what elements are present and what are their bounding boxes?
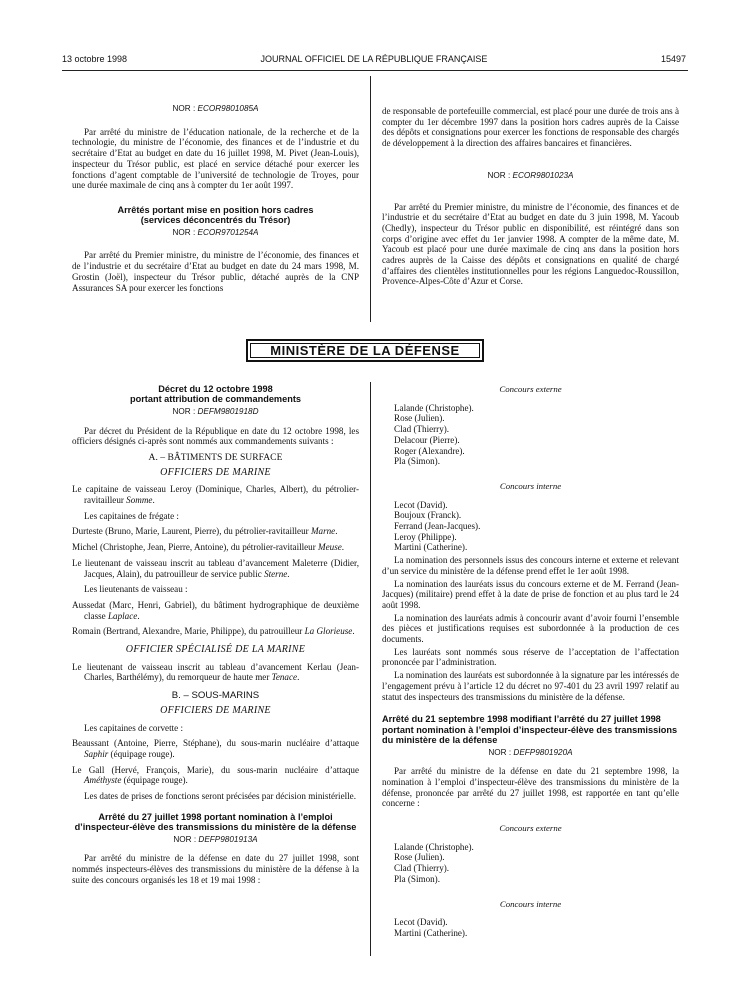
list-item: Leroy (Philippe).	[394, 531, 457, 542]
paragraph: Par arrêté du Premier ministre, du ministre de l’économie, des finances et de l’industrie et du secrétaire d’Etat au budget en date du 3 juin 1998, M. Yacoub (Chedly), inspecteur du Trésor public en disponibilité, est réintégré dans son corps d’origine avec effet du 1er janvier 1998. A compter de la même date, M. Yacoub est placé pour une durée maximale de cinq ans dans la position hors cadres auprès de la Caisse des dépôts et consignations en qualité de chargé d’affaires des clientèles institutionnelles pour les régions Languedoc-Roussillon, Provence-Alpes-Côte d’Azur et Corse.	[382, 201, 679, 287]
paragraph: de responsable de portefeuille commercial, est placé pour une durée de trois ans à compter du 1er décembre 1997 dans la position hors cadres auprès de la Caisse des dépôts et consignations pour exercer les fonctions de responsable des chargés de développement à la direction des affaires bancaires et financières.	[382, 106, 679, 149]
nor-reference: NOR : ECOR9701254A	[172, 227, 259, 237]
paragraph: Les lauréats sont nommés sous réserve de l’acceptation de l’affectation prononcée par l’administration.	[382, 646, 679, 668]
names-list	[382, 842, 679, 885]
paragraph: Le Gall (Hervé, François, Marie), du sous-marin nucléaire d’attaque Améthyste (équipage rouge).	[72, 764, 359, 786]
ministry-title: MINISTÈRE DE LA DÉFENSE	[270, 343, 460, 358]
bottom-left-column	[72, 384, 359, 890]
concours-externe-heading: Concours externe	[499, 823, 562, 834]
paragraph: La nomination des lauréats issus du concours externe et de M. Ferrand (Jean-Jacques) (militaire) prend effet à la date de prise de fonction et au plus tard le 24 août 1998.	[382, 578, 679, 610]
nor-reference: NOR : DEFM9801918D	[172, 406, 259, 416]
paragraph: Les capitaines de corvette :	[84, 722, 183, 733]
paragraph: La nomination des lauréats est subordonnée à la signature par les intéressés de l’engagement prévu à l’article 12 du décret no 97-401 du 23 avril 1997 relatif au statut des inspecteurs des transmissions du ministère de la défense.	[382, 670, 679, 702]
list-item: Boujoux (Franck).	[394, 510, 462, 521]
decree-title: Décret du 12 octobre 1998 portant attribution de commandements	[129, 384, 301, 405]
concours-interne-heading: Concours interne	[499, 480, 562, 491]
paragraph: Michel (Christophe, Jean, Pierre, Antoine), du pétrolier-ravitailleur Meuse.	[72, 542, 345, 553]
section-title: Arrêtés portant mise en position hors cadres (services déconcentrés du Trésor)	[117, 204, 314, 226]
list-item: Pla (Simon).	[394, 456, 440, 467]
list-item: Rose (Julien).	[394, 413, 445, 424]
specialist-officer-heading: OFFICIER SPÉCIALISÉ DE LA MARINE	[125, 644, 306, 656]
concours-externe-heading: Concours externe	[499, 384, 562, 394]
paragraph: Le lieutenant de vaisseau inscrit au tableau d’avancement Kerlau (Jean-Charles, Barthélémy), du remorqueur de haute mer Tenace.	[72, 661, 359, 683]
nor-reference: NOR : DEFP9801920A	[488, 747, 573, 757]
names-list	[382, 403, 679, 467]
paragraph: Par décret du Président de la République en date du 12 octobre 1998, les officiers désignés ci-après sont nommés aux commandements suivants :	[72, 425, 359, 447]
names-list	[382, 500, 679, 554]
paragraph: Par arrêté du ministre de la défense en date du 21 septembre 1998, la nomination à l’emploi d’inspecteur-élève des transmissions du ministère de la défense, prononcée par arrêté du 27 juillet 1998, est rapportée en tant qu’elle concerne :	[382, 766, 679, 809]
section-b-heading: B. – SOUS-MARINS	[171, 690, 260, 702]
list-item: Clad (Thierry).	[394, 424, 450, 435]
nor-reference: NOR : ECOR9801085A	[172, 104, 259, 113]
header-date: 13 octobre 1998	[62, 54, 128, 64]
list-item: Martini (Catherine).	[394, 927, 468, 938]
list-item: Martini (Catherine).	[394, 542, 468, 553]
officers-heading: OFFICIERS DE MARINE	[160, 704, 271, 716]
paragraph: Beaussant (Antoine, Pierre, Stéphane), du sous-marin nucléaire d’attaque Saphir (équipage rouge).	[72, 738, 359, 759]
arrete-title: Arrêté du 27 juillet 1998 portant nomination à l’emploi d’inspecteur-élève des transmissions du ministère de la défense	[74, 811, 357, 833]
paragraph: Les lieutenants de vaisseau :	[84, 584, 188, 595]
list-item: Clad (Thierry).	[394, 863, 450, 874]
paragraph: Durteste (Bruno, Marie, Laurent, Pierre), du pétrolier-ravitailleur Marne.	[72, 526, 338, 537]
paragraph: Par arrêté du Premier ministre, du ministre de l’économie, des finances et de l’industrie et du secrétaire d’Etat au budget en date du 24 mars 1998, M. Grostin (Joël), inspecteur du Trésor public, détaché auprès de la CNP Assurances SA pour exercer les fonctions	[72, 250, 359, 293]
list-item: Lalande (Christophe).	[394, 841, 474, 852]
nor-reference: NOR : DEFP9801913A	[173, 834, 258, 844]
top-left-column	[72, 104, 359, 298]
paragraph: Le capitaine de vaisseau Leroy (Dominique, Charles, Albert), du pétrolier-ravitailleur Somme.	[72, 484, 359, 506]
arrete-title: Arrêté du 21 septembre 1998 modifiant l’arrêté du 27 juillet 1998 portant nomination à l’emploi d’inspecteur-élève des transmissions du ministère de la défense	[382, 714, 678, 746]
paragraph: Les dates de prises de fonctions seront précisées par décision ministérielle.	[84, 791, 356, 802]
list-item: Ferrand (Jean-Jacques).	[394, 521, 481, 532]
officers-heading: OFFICIERS DE MARINE	[160, 466, 271, 478]
list-item: Lalande (Christophe).	[394, 402, 474, 413]
list-item: Delacour (Pierre).	[394, 434, 460, 445]
list-item: Lecot (David).	[394, 917, 448, 928]
paragraph: Les capitaines de frégate :	[84, 510, 179, 521]
section-a-heading: A. – BÂTIMENTS DE SURFACE	[148, 451, 283, 463]
concours-interne-heading: Concours interne	[499, 898, 562, 909]
paragraph: La nomination des lauréats admis à concourir avant d’avoir fourni l’ensemble des pièces et justifications requises est subordonnée à la production de ces documents.	[382, 612, 679, 645]
paragraph: Par arrêté du ministre de la défense en date du 27 juillet 1998, sont nommés inspecteurs-élèves des transmissions du ministère de la défense à la suite des concours organisés les 18 et 19 mai 1998 :	[72, 853, 359, 885]
header-journal-title: JOURNAL OFFICIEL DE LA RÉPUBLIQUE FRANÇAISE	[260, 54, 488, 64]
list-item: Pla (Simon).	[394, 873, 440, 884]
bottom-right-column	[382, 384, 679, 953]
paragraph: Par arrêté du ministre de l’éducation nationale, de la recherche et de la technologie, du ministre de l’économie, des finances et de l’industrie et du secrétaire d’Etat au budget en date du 16 juillet 1998, M. Pivet (Jean-Louis), inspecteur du Trésor public, est placé en service détaché pour exercer les fonctions d’agent comptable de l’université de technologie de Troyes, pour une durée maximale de cinq ans à compter du 1er août 1997.	[72, 126, 359, 191]
names-list	[382, 917, 679, 938]
paragraph: Le lieutenant de vaisseau inscrit au tableau d’avancement Maleterre (Didier, Jacques, Alain), du patrouilleur de service public Sterne.	[72, 557, 359, 579]
top-right-column	[382, 106, 679, 292]
paragraph: Romain (Bertrand, Alexandre, Marie, Philippe), du patrouilleur La Glorieuse.	[72, 626, 355, 637]
nor-reference: NOR : ECOR9801023A	[487, 170, 574, 180]
paragraph: Aussedat (Marc, Henri, Gabriel), du bâtiment hydrographique de deuxième classe Laplace.	[72, 599, 359, 621]
page-header	[62, 54, 686, 70]
column-divider-top	[370, 76, 371, 322]
column-divider-bottom	[370, 382, 371, 956]
list-item: Roger (Alexandre).	[394, 445, 465, 456]
list-item: Lecot (David).	[394, 499, 448, 510]
list-item: Rose (Julien).	[394, 852, 445, 863]
header-page-number: 15497	[660, 54, 686, 64]
ministry-banner	[246, 339, 484, 362]
paragraph: La nomination des personnels issus des concours interne et externe et relevant d’un service du ministère de la défense prend effet le 1er août 1998.	[382, 555, 679, 576]
header-rule	[62, 70, 688, 71]
